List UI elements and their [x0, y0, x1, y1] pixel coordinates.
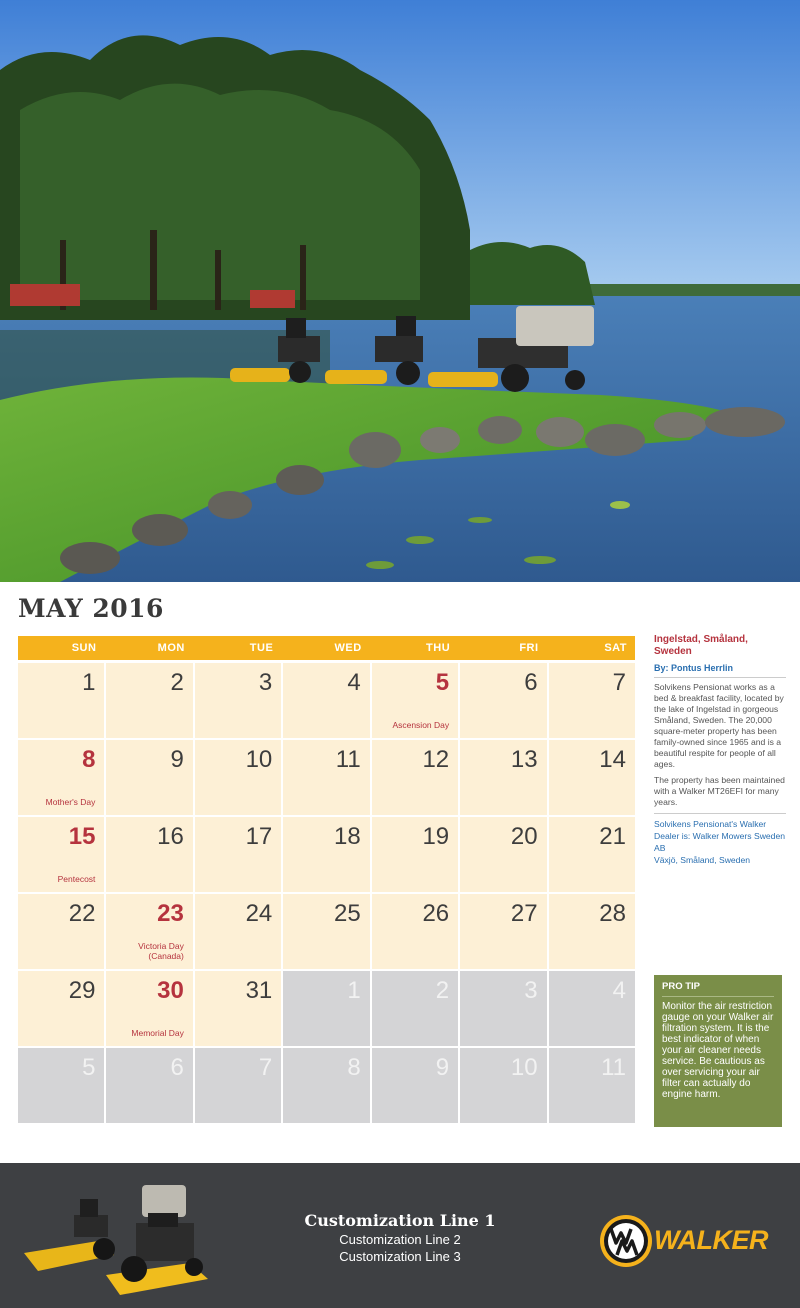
day-number: 5: [82, 1054, 96, 1081]
day-number: 10: [245, 746, 273, 773]
day-cell: [18, 894, 104, 969]
holiday-label: Memorial Day: [131, 1028, 184, 1038]
day-number: 11: [601, 1054, 626, 1081]
month-title: MAY 2016: [18, 594, 164, 623]
day-number: 9: [435, 1054, 450, 1081]
customization-line-3: Customization Line 3: [339, 1249, 461, 1264]
day-cell: [195, 663, 281, 738]
day-number: 1: [82, 669, 96, 696]
day-cell: [549, 740, 635, 815]
lakeside-mowers-photo: [0, 0, 800, 582]
day-number: 3: [258, 669, 273, 696]
dealer-line: Solvikens Pensionat's Walker Dealer is: Walker Mowers Sweden AB: [654, 819, 786, 853]
day-number: 8: [347, 1054, 361, 1081]
day-number: 28: [599, 900, 626, 927]
day-cell: [106, 740, 192, 815]
walker-logo-text: WALKER: [654, 1225, 768, 1255]
day-cell: [283, 817, 369, 892]
day-cell: [18, 663, 104, 738]
story-paragraph: Solvikens Pensionat works as a bed & breakfast facility, located by the lake of Ingelstad in gorgeous Småland, Sweden. The 20,000 square-meter property has been family-owned since 1965 and is a beautiful respite for people of all ages.: [654, 682, 784, 769]
story-paragraph: The property has been maintained with a Walker MT26EFI for many years.: [654, 775, 785, 807]
day-cell-adjacent-month: [283, 971, 369, 1046]
customization-block: [250, 1211, 550, 1265]
day-cell: [460, 894, 546, 969]
day-cell: [195, 740, 281, 815]
day-number: 13: [510, 746, 538, 773]
day-cell: [283, 894, 369, 969]
day-number: 17: [245, 823, 273, 850]
pro-tip-divider: [662, 996, 774, 997]
walker-logo: [598, 1213, 782, 1269]
day-cell-adjacent-month: [372, 1048, 458, 1123]
day-cell-adjacent-month: [283, 1048, 369, 1123]
holiday-label: Mother's Day: [45, 797, 96, 807]
holiday-label: Pentecost: [57, 874, 96, 884]
day-number: 6: [524, 669, 538, 696]
day-number: 25: [334, 900, 361, 927]
calendar-grid: [18, 636, 635, 1123]
day-cell-adjacent-month: [460, 971, 546, 1046]
day-number: 31: [245, 977, 273, 1004]
day-cell: [460, 663, 546, 738]
story-byline: By: Pontus Herrlin: [654, 663, 734, 673]
day-number: 4: [612, 977, 626, 1004]
story-title: Ingelstad, Småland, Sweden: [654, 634, 748, 657]
pro-tip-body: Monitor the air restriction gauge on your Walker air filtration system. It is the best indicator of when your air cleaner needs service. Be cautious as over servicing your air filter can actually do engine harm.: [662, 1001, 774, 1100]
day-number: 2: [170, 669, 184, 696]
weekday-tue: TUE: [249, 642, 274, 654]
weekday-thu: THU: [426, 642, 451, 654]
day-number: 19: [422, 823, 450, 850]
day-number: 12: [422, 746, 450, 773]
day-number: 26: [422, 900, 450, 927]
day-cell-adjacent-month: [18, 1048, 104, 1123]
day-number: 27: [510, 900, 538, 927]
day-cell-adjacent-month: [106, 1048, 192, 1123]
day-number: 21: [599, 823, 626, 850]
day-cell: [372, 817, 458, 892]
day-cell: [549, 663, 635, 738]
dealer-info: [654, 813, 786, 866]
walker-wm-logo-icon: [598, 1213, 654, 1269]
day-number: 20: [510, 823, 538, 850]
day-cell: [372, 663, 458, 738]
day-number: 10: [510, 1054, 538, 1081]
day-cell: [549, 894, 635, 969]
day-cell: [195, 971, 281, 1046]
day-cell: [372, 740, 458, 815]
story-sidebar: [654, 634, 786, 866]
walker-mowers-icon: [18, 1177, 218, 1306]
day-cell-adjacent-month: [549, 971, 635, 1046]
day-number: 4: [347, 669, 361, 696]
day-number: 3: [524, 977, 538, 1004]
day-cell: [283, 663, 369, 738]
day-number: 2: [435, 977, 450, 1004]
day-number: 6: [170, 1054, 184, 1081]
story-body: [654, 682, 786, 808]
pro-tip-heading: PRO TIP: [662, 981, 701, 992]
day-number: 24: [245, 900, 273, 927]
day-number: 7: [258, 1054, 273, 1081]
day-cell: [195, 894, 281, 969]
day-number: 9: [170, 746, 184, 773]
day-cell: [18, 971, 104, 1046]
day-cell: [460, 817, 546, 892]
day-number: 5: [435, 669, 450, 696]
day-cell: [283, 740, 369, 815]
weekday-wed: WED: [334, 642, 362, 654]
day-cell-adjacent-month: [460, 1048, 546, 1123]
day-number: 8: [82, 746, 96, 773]
day-cell-adjacent-month: [195, 1048, 281, 1123]
day-cell-adjacent-month: [549, 1048, 635, 1123]
day-cell: [18, 740, 104, 815]
weekday-mon: MON: [157, 642, 185, 654]
day-number: 18: [334, 823, 361, 850]
sidebar-divider: [654, 677, 786, 678]
day-number: 16: [157, 823, 184, 850]
holiday-label: Victoria Day (Canada): [138, 941, 184, 961]
day-number: 30: [157, 977, 184, 1004]
holiday-label: Ascension Day: [392, 720, 450, 730]
day-cell: [195, 817, 281, 892]
weekday-sun: SUN: [71, 642, 97, 654]
day-number: 14: [599, 746, 626, 773]
day-cell: [106, 663, 192, 738]
day-cells: [18, 663, 635, 1123]
day-number: 15: [68, 823, 96, 850]
dealer-location: Växjö, Småland, Sweden: [654, 855, 751, 865]
day-number: 22: [68, 900, 96, 927]
day-cell: [106, 817, 192, 892]
customization-line-1: Customization Line 1: [304, 1211, 496, 1230]
day-number: 23: [157, 900, 184, 927]
day-number: 1: [347, 977, 361, 1004]
day-cell: [106, 971, 192, 1046]
footer-bar: [0, 1163, 800, 1308]
day-cell: [18, 817, 104, 892]
day-cell-adjacent-month: [372, 971, 458, 1046]
day-number: 11: [335, 746, 361, 773]
day-cell: [460, 740, 546, 815]
weekday-header: [18, 636, 635, 660]
day-cell: [372, 894, 458, 969]
day-number: 7: [612, 669, 626, 696]
day-cell: [106, 894, 192, 969]
weekday-sat: SAT: [604, 642, 627, 654]
weekday-fri: FRI: [519, 642, 539, 654]
customization-line-2: Customization Line 2: [339, 1232, 461, 1247]
day-cell: [549, 817, 635, 892]
pro-tip-box: [654, 975, 782, 1127]
day-number: 29: [68, 977, 96, 1004]
